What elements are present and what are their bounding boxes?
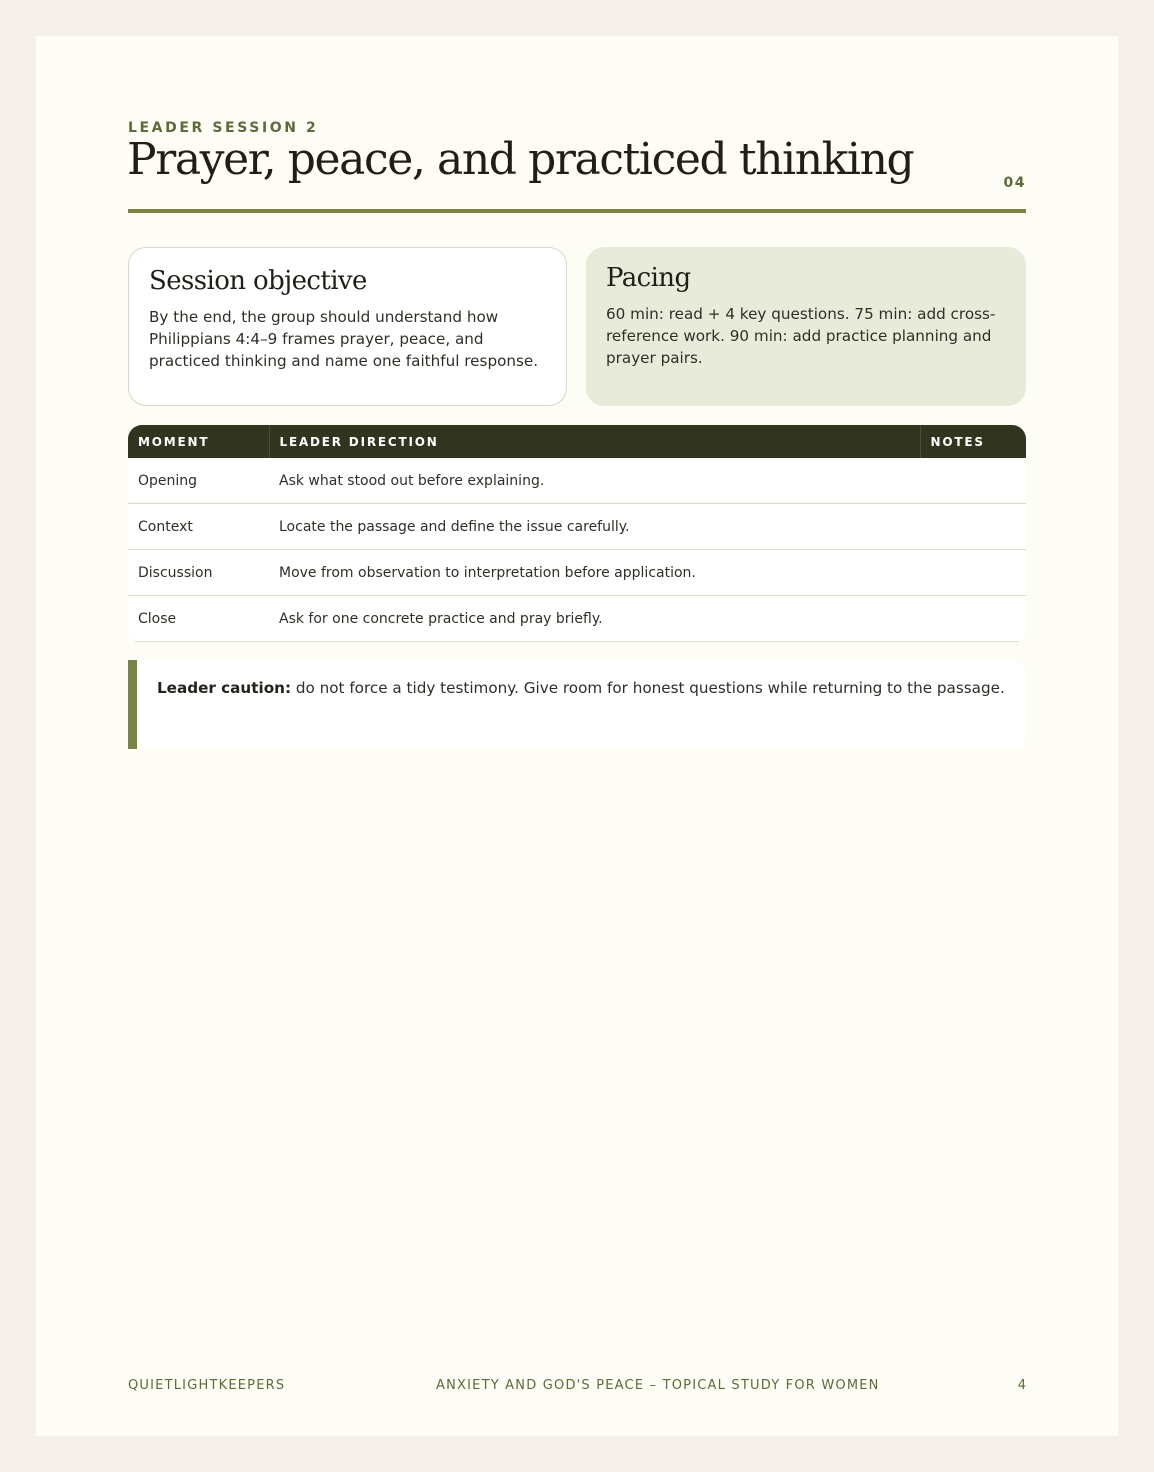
- table-row: [128, 550, 1026, 596]
- direction-cell: Move from observation to interpretation before application.: [269, 550, 920, 596]
- leader-direction-table: [128, 425, 1026, 642]
- column-header-leader-direction: LEADER DIRECTION: [269, 425, 920, 458]
- moment-cell: Opening: [128, 458, 269, 504]
- moment-cell: Close: [128, 596, 269, 642]
- session-objective-card: [128, 247, 567, 406]
- leader-caution-text: do not force a tidy testimony. Give room for honest questions while returning to the passage.: [291, 679, 1005, 697]
- footer-page-number: 4: [1017, 1378, 1026, 1393]
- moment-cell: Discussion: [128, 550, 269, 596]
- table-row: [128, 504, 1026, 550]
- pacing-heading: Pacing: [606, 263, 691, 293]
- notes-cell: [920, 596, 1026, 642]
- page-code: 04: [1003, 175, 1026, 191]
- page: [36, 36, 1118, 1436]
- pacing-card: [586, 247, 1026, 406]
- notes-cell: [920, 550, 1026, 596]
- column-header-notes: NOTES: [930, 434, 985, 449]
- footer-brand: QUIETLIGHTKEEPERS: [128, 1378, 286, 1393]
- direction-cell: Ask what stood out before explaining.: [269, 458, 920, 504]
- page-title: Prayer, peace, and practiced thinking: [127, 134, 914, 185]
- leader-caution-callout: [128, 660, 1026, 749]
- title-divider: [128, 209, 1026, 213]
- notes-cell: [920, 504, 1026, 550]
- table-row: [128, 596, 1026, 642]
- table-header-row: [128, 425, 1026, 458]
- pacing-text: 60 min: read + 4 key questions. 75 min: add cross-reference work. 90 min: add practice planning and prayer pairs.: [606, 305, 996, 367]
- direction-cell: Locate the passage and define the issue carefully.: [269, 504, 920, 550]
- session-objective-text: By the end, the group should understand how Philippians 4:4–9 frames prayer, peace, and practiced thinking and name one faithful response.: [149, 308, 539, 370]
- session-eyebrow: LEADER SESSION 2: [128, 120, 319, 136]
- footer-study-title: ANXIETY AND GOD'S PEACE – TOPICAL STUDY FOR WOMEN: [436, 1378, 880, 1393]
- table-row: [128, 458, 1026, 504]
- moment-cell: Context: [128, 504, 269, 550]
- notes-cell: [920, 458, 1026, 504]
- column-header-moment: MOMENT: [128, 425, 269, 458]
- leader-caution-label: Leader caution:: [157, 679, 292, 697]
- session-objective-heading: Session objective: [149, 266, 367, 296]
- direction-cell: Ask for one concrete practice and pray briefly.: [269, 596, 920, 642]
